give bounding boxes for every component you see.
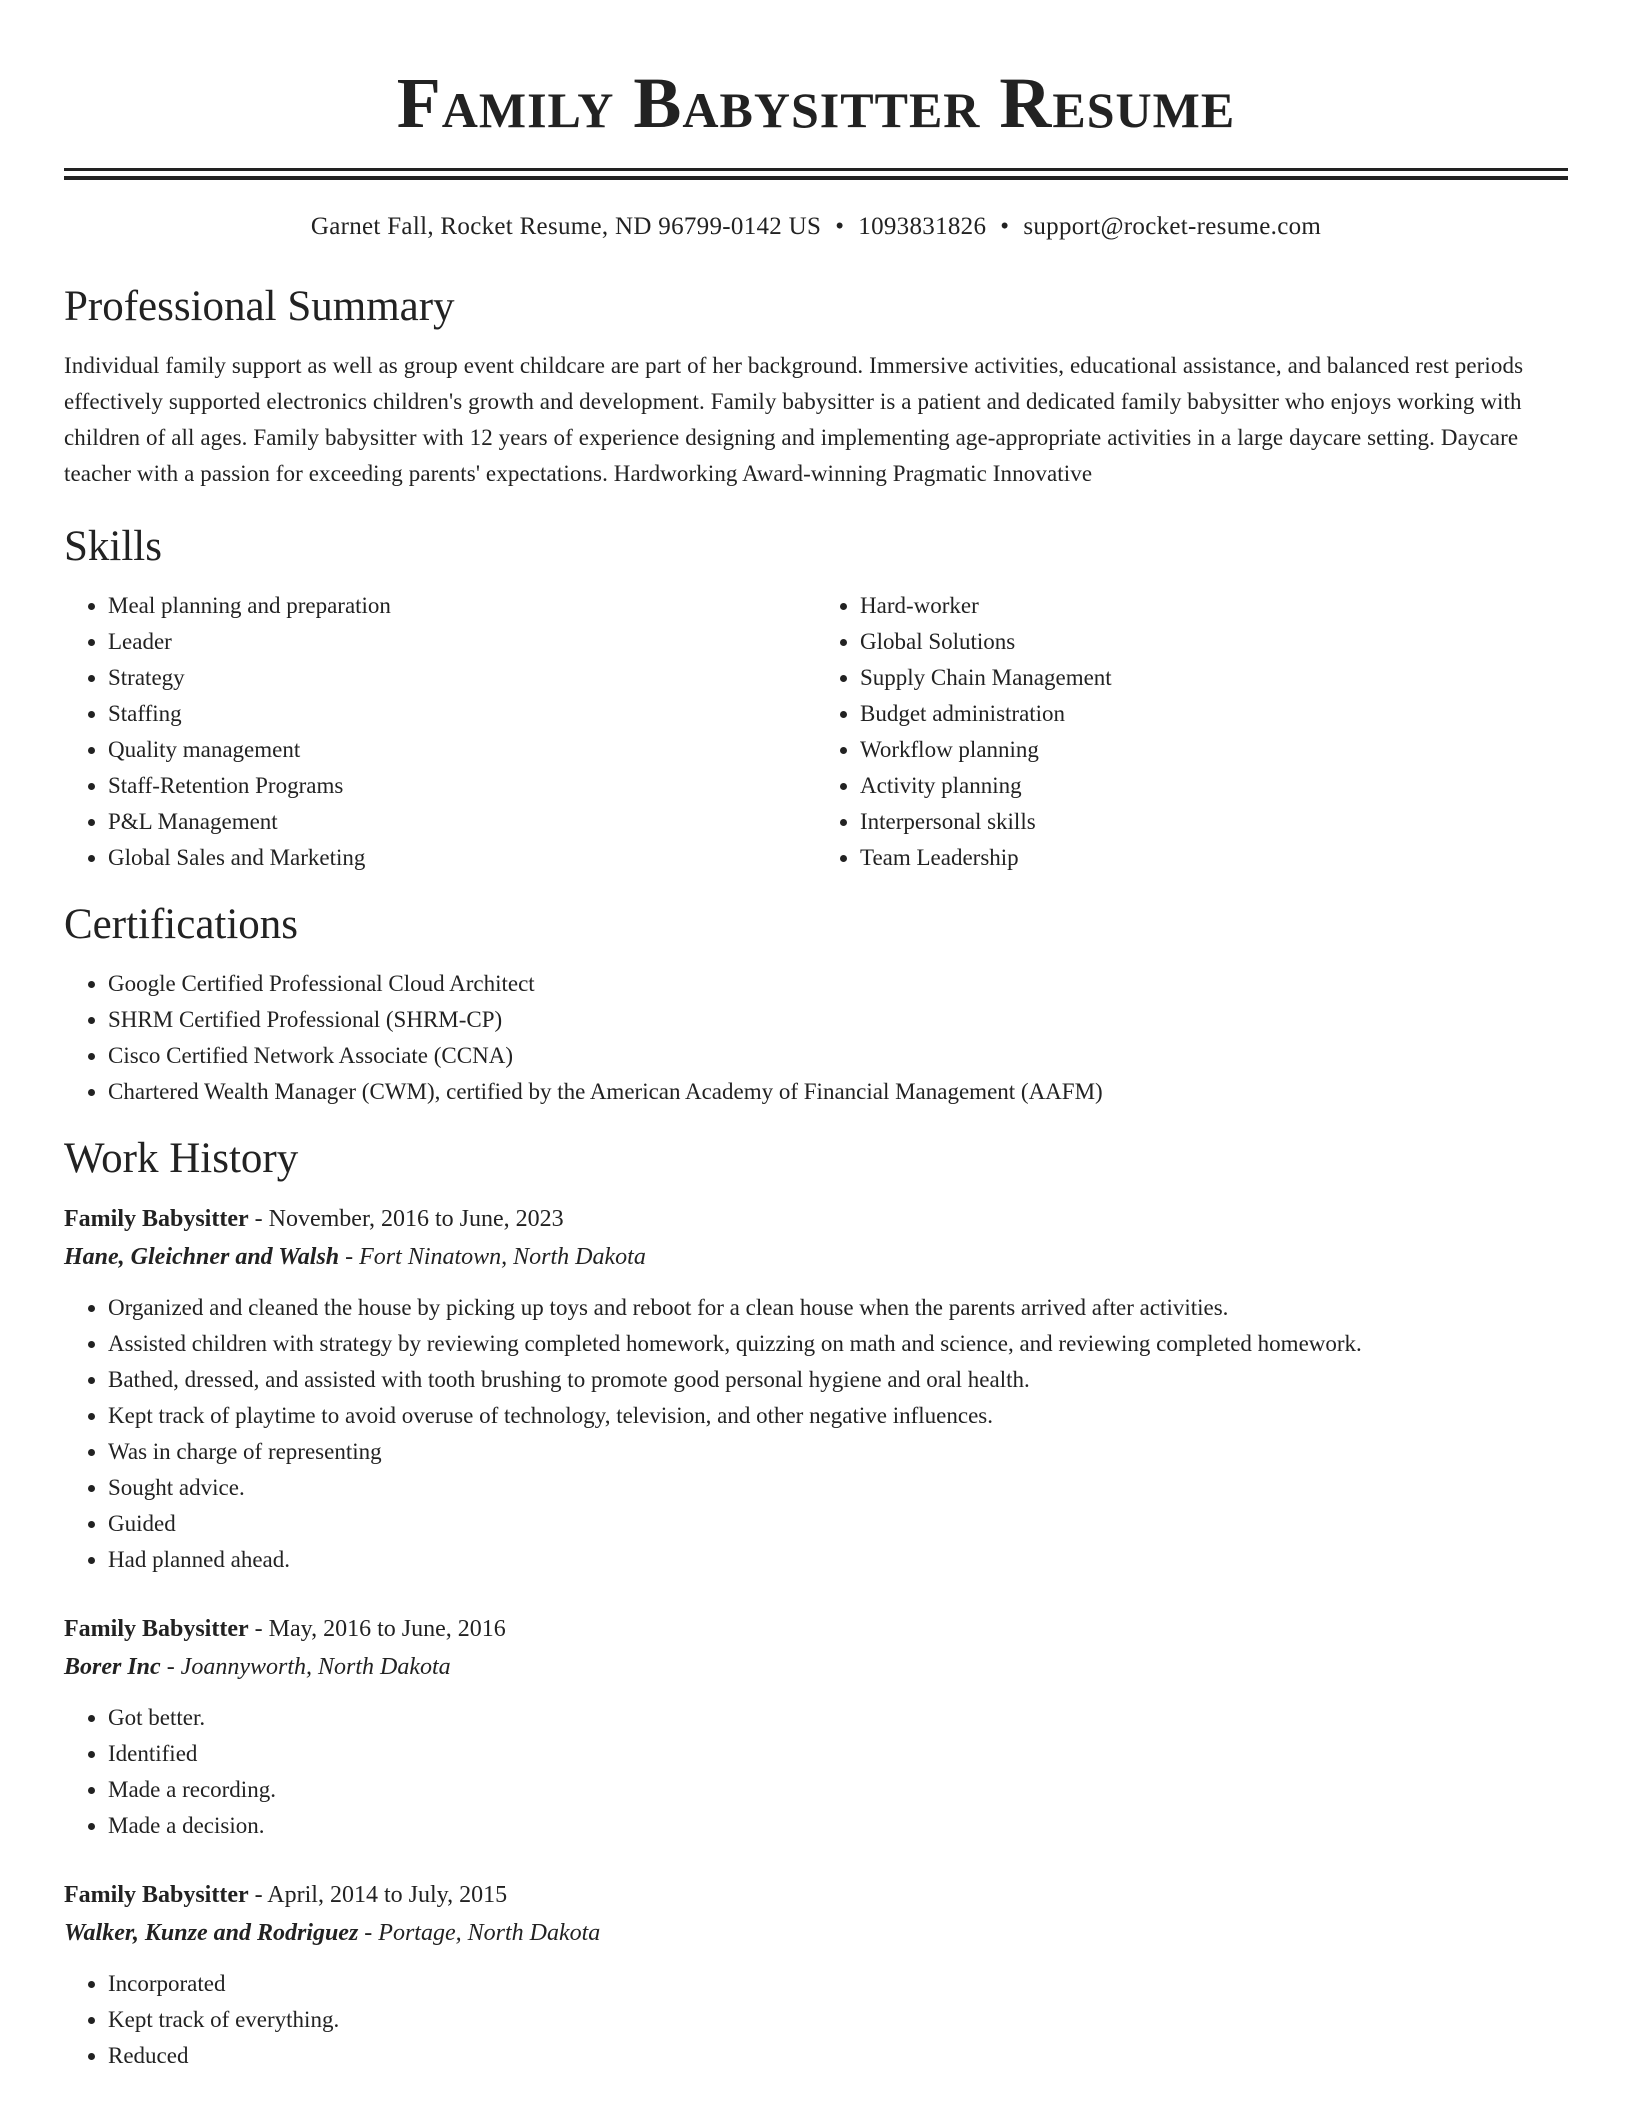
resume-page xyxy=(64,0,1568,2074)
job-bullets xyxy=(64,1290,1568,1578)
job-dates: - May, 2016 to June, 2016 xyxy=(248,1616,506,1642)
job-bullet: • Identified xyxy=(108,1736,1568,1772)
job-company-line xyxy=(64,1648,1568,1686)
job-bullet: • Reduced xyxy=(108,2038,1568,2074)
skill-item: • Staffing xyxy=(108,696,816,732)
skill-item: • Global Solutions xyxy=(860,624,1568,660)
job-title-line xyxy=(64,1610,1568,1648)
certification-item: • Chartered Wealth Manager (CWM), certified by the American Academy of Financial Management (AAFM) xyxy=(108,1074,1568,1110)
summary-text: Individual family support as well as group event childcare are part of her background. Immersive activities, educational assistance, and balanced rest periods effectively supported electronics children's growth and development. Family babysitter is a patient and dedicated family babysitter who enjoys working with children of all ages. Family babysitter with 12 years of experience designing and implementing age-appropriate activities in a large daycare setting. Daycare teacher with a passion for exceeding parents' expectations. Hardworking Award-winning Pragmatic Innovative xyxy=(64,353,1524,486)
certification-item: • Google Certified Professional Cloud Architect xyxy=(108,966,1568,1002)
skill-item: • P&L Management xyxy=(108,804,816,840)
job-title-line xyxy=(64,1200,1568,1238)
skills-list-left xyxy=(64,588,816,876)
job-bullet: • Made a recording. xyxy=(108,1772,1568,1808)
job-entry xyxy=(64,1876,1568,2074)
resume-title: Family Babysitter Resume xyxy=(396,63,1236,143)
job-company-line xyxy=(64,1914,1568,1952)
job-title: Family Babysitter xyxy=(64,1882,249,1908)
job-entry xyxy=(64,1200,1568,1578)
skill-item: • Budget administration xyxy=(860,696,1568,732)
contact-separator: • xyxy=(835,213,845,240)
contact-separator: • xyxy=(1000,213,1010,240)
job-bullets xyxy=(64,1966,1568,2074)
job-title: Family Babysitter xyxy=(64,1206,249,1232)
job-bullet: • Assisted children with strategy by reviewing completed homework, quizzing on math and science, and reviewing completed homework. xyxy=(108,1326,1568,1362)
skill-item: • Activity planning xyxy=(860,768,1568,804)
job-bullet: • Guided xyxy=(108,1506,1568,1542)
job-bullet: • Was in charge of representing xyxy=(108,1434,1568,1470)
certifications-list xyxy=(64,966,1568,1110)
job-bullet: • Sought advice. xyxy=(108,1470,1568,1506)
job-company: Hane, Gleichner and Walsh xyxy=(64,1244,340,1270)
skill-item: • Interpersonal skills xyxy=(860,804,1568,840)
summary-heading: Professional Summary xyxy=(64,283,455,330)
contact-phone: 1093831826 xyxy=(858,213,987,240)
skill-item: • Meal planning and preparation xyxy=(108,588,816,624)
certification-item: • SHRM Certified Professional (SHRM-CP) xyxy=(108,1002,1568,1038)
job-bullet: • Organized and cleaned the house by picking up toys and reboot for a clean house when the parents arrived after activities. xyxy=(108,1290,1568,1326)
job-bullet: • Got better. xyxy=(108,1700,1568,1736)
contact-address: Garnet Fall, Rocket Resume, ND 96799-0142 US xyxy=(310,213,822,240)
skill-item: • Strategy xyxy=(108,660,816,696)
job-location: - Portage, North Dakota xyxy=(358,1920,601,1946)
job-entry xyxy=(64,1610,1568,1844)
job-bullet: • Kept track of everything. xyxy=(108,2002,1568,2038)
job-location: - Fort Ninatown, North Dakota xyxy=(339,1244,646,1270)
contact-line xyxy=(64,210,1568,244)
job-company: Walker, Kunze and Rodriguez xyxy=(64,1920,359,1946)
skills-columns xyxy=(64,588,1568,876)
job-bullet: • Kept track of playtime to avoid overuse of technology, television, and other negative influences. xyxy=(108,1398,1568,1434)
skill-item: • Quality management xyxy=(108,732,816,768)
contact-email[interactable]: support@rocket-resume.com xyxy=(1023,213,1322,240)
job-bullet: • Had planned ahead. xyxy=(108,1542,1568,1578)
job-dates: - April, 2014 to July, 2015 xyxy=(248,1882,508,1908)
title-divider xyxy=(64,168,1568,180)
skill-item: • Global Sales and Marketing xyxy=(108,840,816,876)
skills-list-right xyxy=(816,588,1568,876)
skill-item: • Leader xyxy=(108,624,816,660)
job-dates: - November, 2016 to June, 2023 xyxy=(248,1206,564,1232)
skills-heading: Skills xyxy=(64,523,162,570)
skill-item: • Supply Chain Management xyxy=(860,660,1568,696)
certifications-heading: Certifications xyxy=(64,901,299,948)
certification-item: • Cisco Certified Network Associate (CCNA) xyxy=(108,1038,1568,1074)
job-bullets xyxy=(64,1700,1568,1844)
job-company: Borer Inc xyxy=(64,1654,161,1680)
job-title-line xyxy=(64,1876,1568,1914)
job-bullet: • Bathed, dressed, and assisted with tooth brushing to promote good personal hygiene and oral health. xyxy=(108,1362,1568,1398)
job-location: - Joannyworth, North Dakota xyxy=(160,1654,451,1680)
skill-item: • Hard-worker xyxy=(860,588,1568,624)
job-company-line xyxy=(64,1238,1568,1276)
skill-item: • Team Leadership xyxy=(860,840,1568,876)
job-bullet: • Incorporated xyxy=(108,1966,1568,2002)
skill-item: • Workflow planning xyxy=(860,732,1568,768)
job-bullet: • Made a decision. xyxy=(108,1808,1568,1844)
work-history-heading: Work History xyxy=(64,1135,299,1182)
job-title: Family Babysitter xyxy=(64,1616,249,1642)
skill-item: • Staff-Retention Programs xyxy=(108,768,816,804)
